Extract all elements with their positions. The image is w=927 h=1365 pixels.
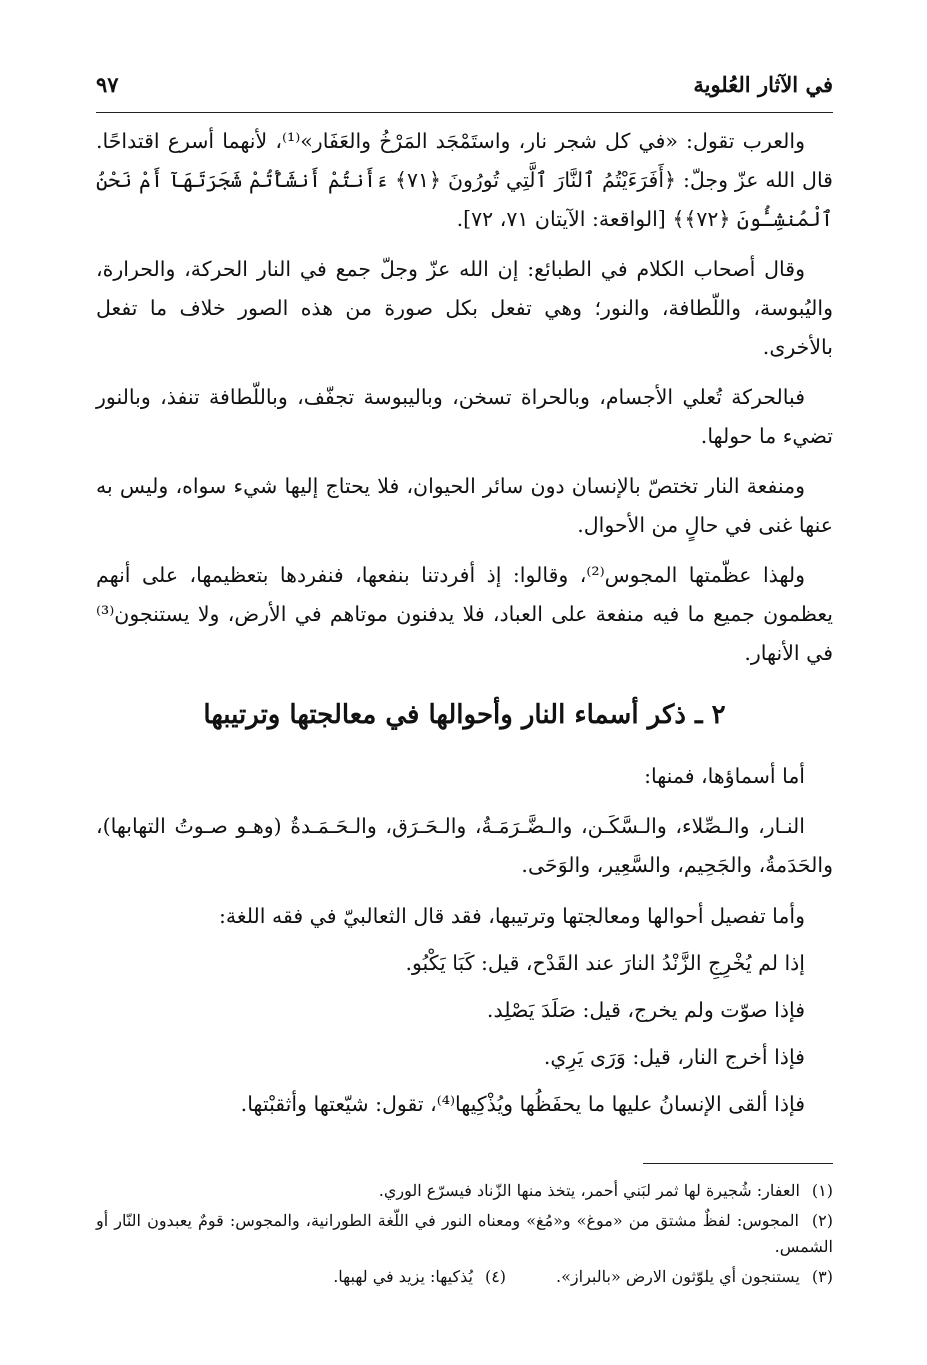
- footnote: [556, 1264, 833, 1290]
- header-rule: [96, 112, 833, 113]
- paragraph: أما أسماؤها، فمنها:: [644, 764, 805, 788]
- paragraph: وقال أصحاب الكلام في الطبائع: إن الله عزّ وجلّ جمع في النار الحركة، والحرارة، واليُبوسة، واللّطافة، والنور؛ وهي تفعل بكل صورة من هذه الصور خلاف ما تفعل بالأخرى.: [96, 257, 833, 359]
- footnote-text: يستنجون أي يلوّثون الارض «بالبراز».: [556, 1267, 800, 1286]
- list-line: فإذا ألقى الإنسانُ عليها ما يحفَظُها ويُذْكِيها⁽⁴⁾، تقول: شيّعتها وأثقبْتها.: [240, 1092, 805, 1116]
- footnote-text: يُذكيها: يزيد في لهبها.: [333, 1267, 473, 1286]
- footnotes: [96, 1178, 833, 1294]
- footnote-number: (١): [811, 1181, 833, 1200]
- footnote-number: (٤): [484, 1267, 507, 1286]
- paragraph: والعرب تقول: «في كل شجر نار، واستَمْجَد المَرْخُ والعَفَار»⁽¹⁾، لأنهما أسرع اقتداحًا. قال الله عزّ وجلّ: ﴿أَفَرَءَيْتُمُ ٱلنَّارَ ٱلَّتِي تُورُونَ ﴿٧١﴾ ءَأَنتُمْ أَنشَأْتُمْ شَجَرَتَهَآ أَمْ نَحْنُ ٱلْمُنشِـُٔونَ ﴿٧٢﴾﴾ [الواقعة: الآيتان ٧١، ٧٢].: [96, 129, 833, 231]
- main-text: [96, 122, 833, 1131]
- footnote-text: المجوس: لفظٌ مشتق من «موغ» و«مُغ» ومعناه النور في اللّغة الطورانية، والمجوس: قومٌ يعبدون النّار أو الشمس.: [96, 1211, 833, 1256]
- footnote: [96, 1208, 833, 1260]
- list-line: إذا لم يُخْرِجِ الزَّنْدُ النارَ عند القَدْح، قيل: كَبَا يَكْبُو.: [405, 951, 805, 975]
- page-header: [96, 72, 833, 108]
- paragraph: فبالحركة تُعلي الأجسام، وبالحراة تسخن، وباليبوسة تجفّف، وباللّطافة تنفذ، وبالنور تضيء ما حولها.: [96, 385, 833, 448]
- page-number: ٩٧: [96, 72, 119, 97]
- running-title: في الآثار العُلوية: [693, 72, 833, 97]
- paragraph: النـار، والـصِّلاء، والـسَّكَـن، والـضَّـرَمَـةُ، والـحَـرَق، والـحَـمَـدةُ (وهـو صـوتُ التهابها)، والحَدَمةُ، والجَحِيم، والسَّعِير، والوَحَى.: [96, 814, 833, 877]
- list-intro: وأما تفصيل أحوالها ومعالجتها وترتيبها، فقد قال الثعالبيّ في فقه اللغة:: [218, 904, 805, 928]
- list-line: فإذا صوّت ولم يخرج، قيل: صَلَدَ يَصْلِد.: [486, 998, 805, 1022]
- book-page: [96, 0, 833, 1365]
- footnote-number: (٣): [811, 1267, 833, 1286]
- footnote: [96, 1178, 833, 1204]
- footnote-number: (٢): [811, 1211, 833, 1230]
- footnote-text: العفار: شُجيرة لها ثمر لبَني أحمر، يتخذ منها الزّناد فيسرّع الوري.: [378, 1181, 800, 1200]
- footnote-rule: [643, 1163, 833, 1164]
- paragraph: ومنفعة النار تختصّ بالإنسان دون سائر الحيوان، فلا يحتاج إليها شيء سواه، وليس به عنها غنى في حالٍ من الأحوال.: [96, 474, 833, 537]
- footnote: [333, 1264, 506, 1290]
- list-line: فإذا أخرج النار، قيل: وَرَى يَرِي.: [543, 1045, 805, 1069]
- footnote-row: [96, 1264, 833, 1290]
- section-title: ٢ ـ ذكر أسماء النار وأحوالها في معالجتها وترتيبها: [203, 700, 726, 730]
- paragraph: ولهذا عظّمتها المجوس⁽²⁾، وقالوا: إذ أفردتنا بنفعها، فنفردها بتعظيمها، على أنهم يعظمون جميع ما فيه منفعة على العباد، فلا يدفنون موتاهم في الأرض، ولا يستنجون⁽³⁾ في الأنهار.: [96, 563, 833, 665]
